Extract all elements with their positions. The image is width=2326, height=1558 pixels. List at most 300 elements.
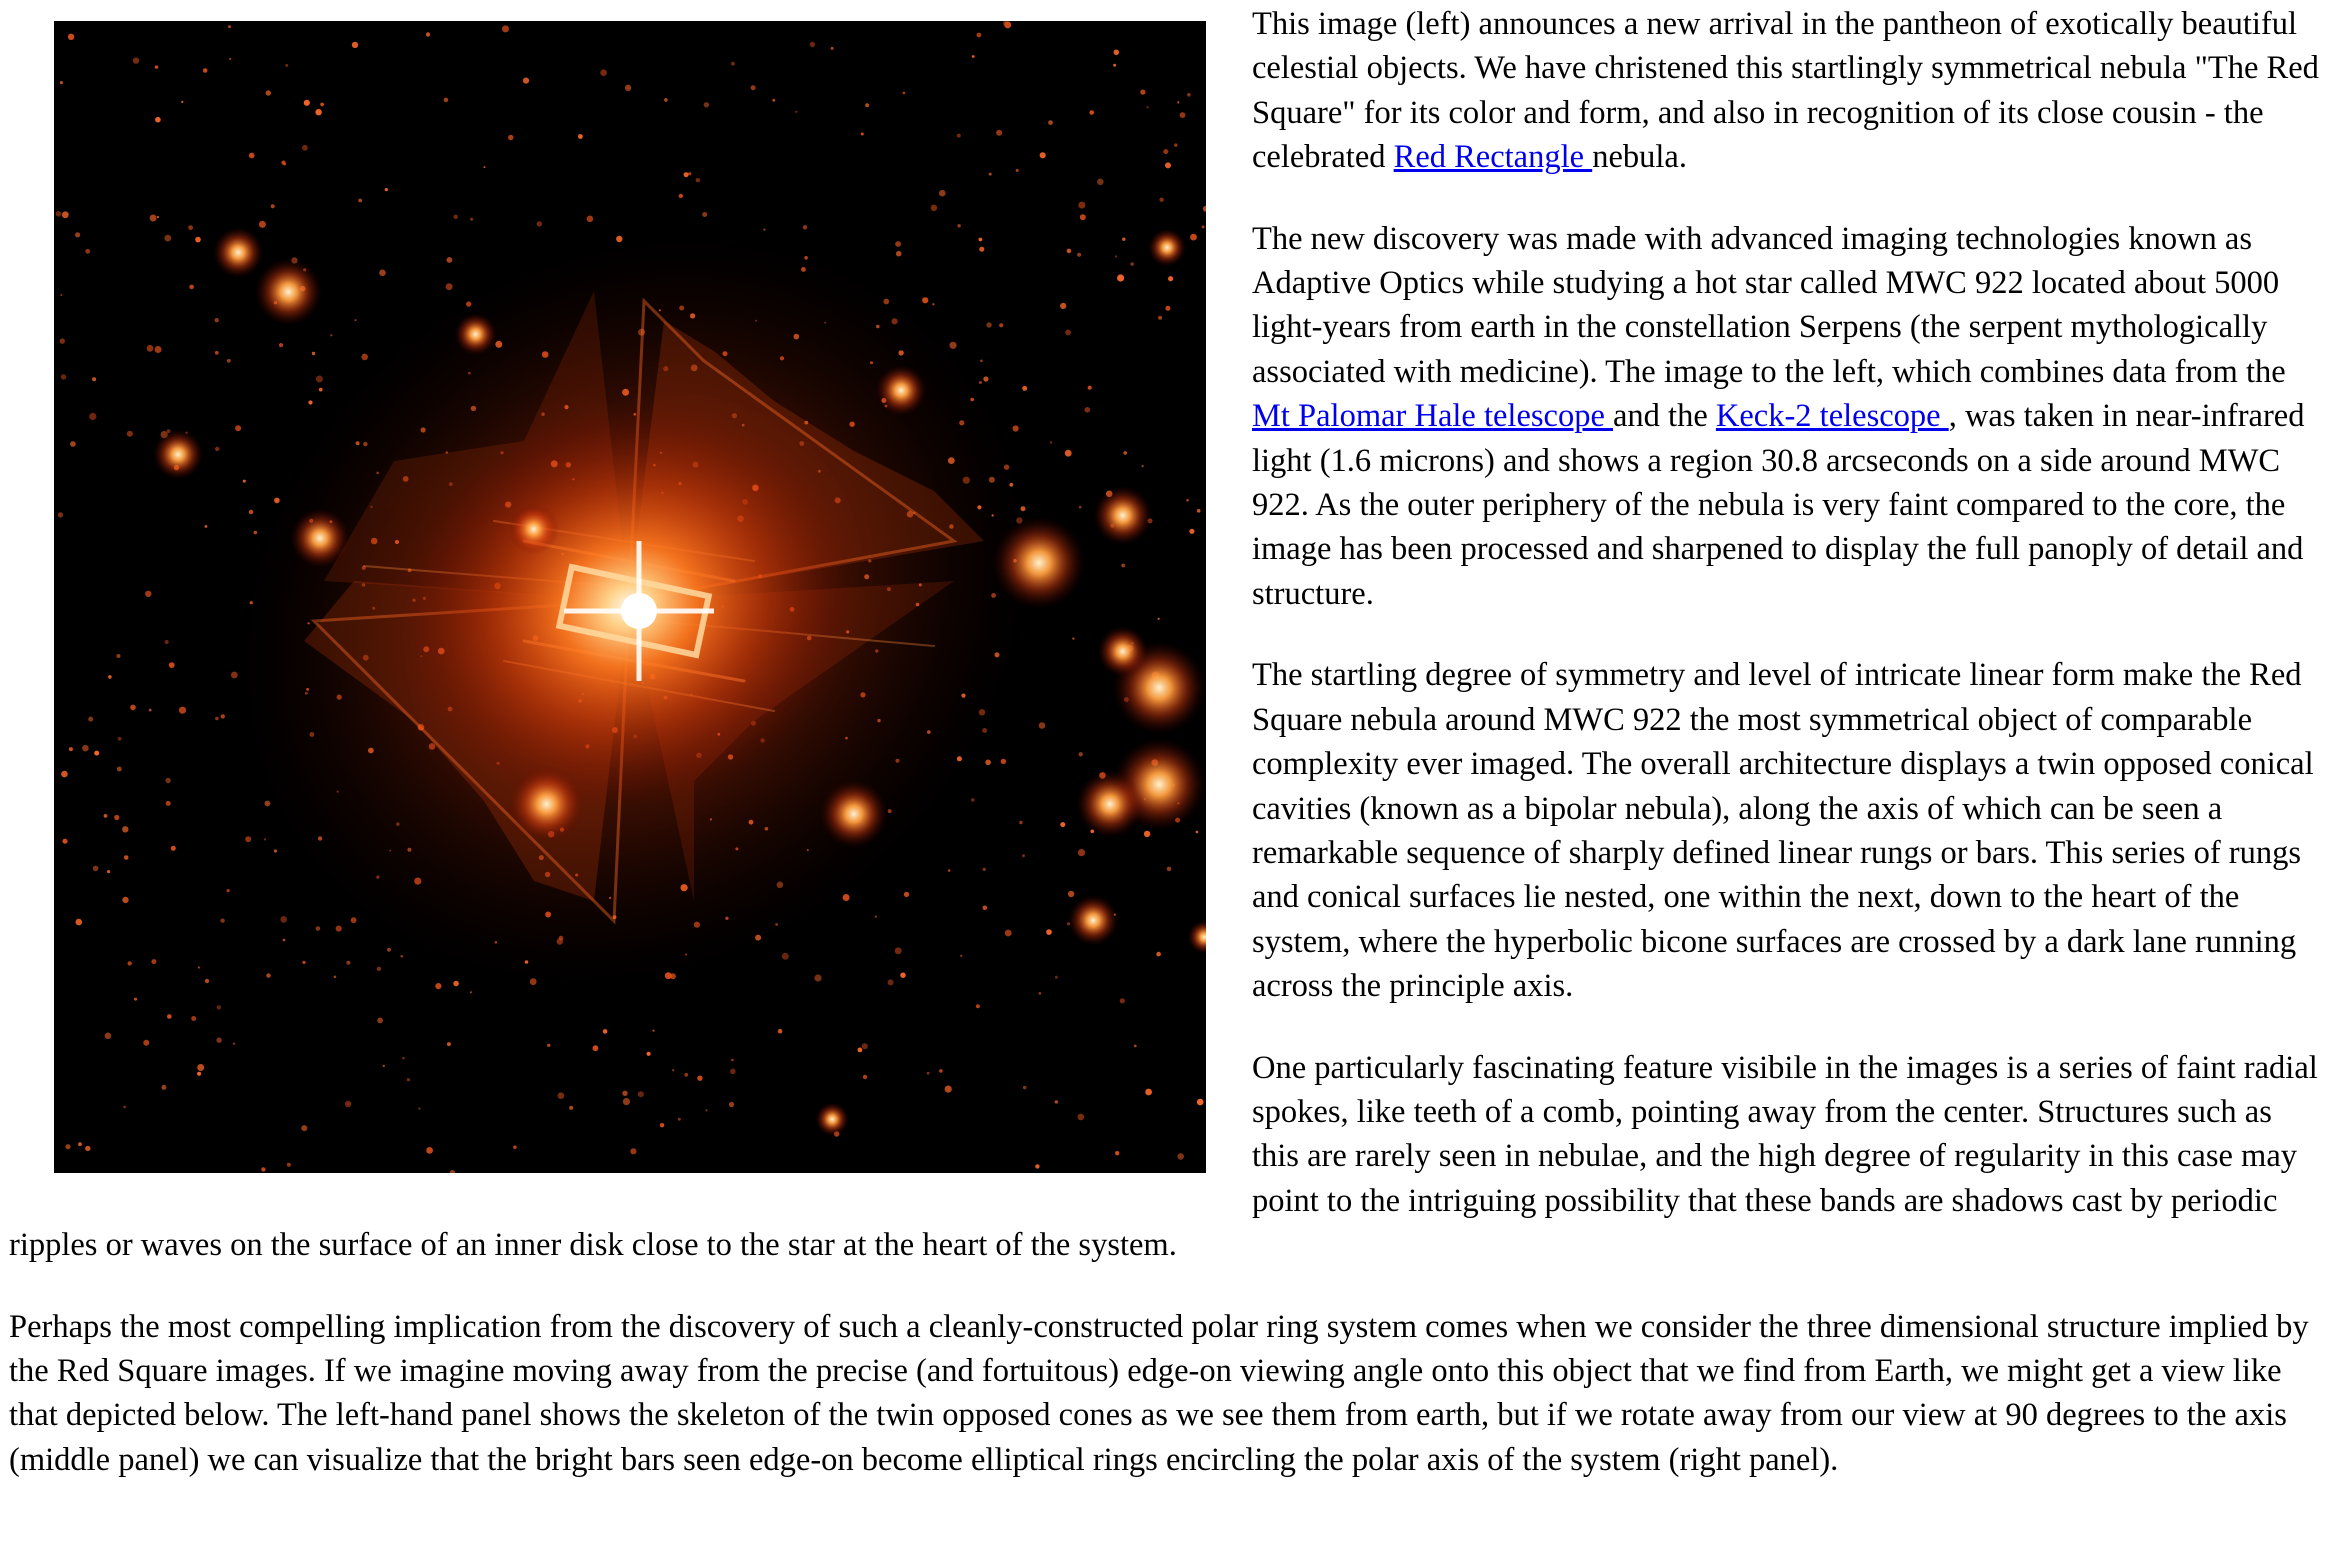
star <box>85 249 90 254</box>
star <box>1117 274 1124 281</box>
star <box>1080 214 1086 220</box>
star <box>75 232 80 237</box>
star <box>1035 1164 1039 1168</box>
star <box>143 1040 149 1046</box>
star <box>1040 152 1046 158</box>
star <box>593 1045 599 1051</box>
star <box>1060 822 1065 827</box>
star <box>810 42 815 47</box>
star <box>387 948 391 952</box>
star <box>523 78 529 84</box>
star <box>1145 1089 1152 1096</box>
star <box>1140 90 1145 95</box>
bright-star <box>820 780 887 847</box>
star <box>447 257 453 263</box>
bright-star <box>455 313 497 355</box>
star <box>127 431 133 437</box>
star <box>60 294 62 296</box>
star <box>863 1075 867 1079</box>
star <box>1134 1045 1137 1048</box>
star <box>454 215 458 219</box>
bright-star <box>213 227 263 277</box>
star <box>931 205 937 211</box>
star <box>249 510 253 514</box>
star <box>88 717 93 722</box>
star <box>283 939 286 942</box>
star <box>379 270 386 277</box>
star <box>896 251 902 257</box>
star <box>778 1029 783 1034</box>
star <box>996 130 1002 136</box>
bright-star <box>508 504 558 554</box>
star <box>1055 976 1058 979</box>
star <box>227 359 231 363</box>
star <box>831 47 834 50</box>
star <box>78 1142 82 1146</box>
star <box>361 354 368 361</box>
star <box>205 525 208 528</box>
star <box>603 1029 608 1034</box>
star <box>630 1148 636 1154</box>
discovery-text-end: , was taken in near-infrared light (1.6 microns) and shows a region 30.8 arcseconds on a side around MWC 922. As the outer periphery of the nebula is very faint compared to the core, the image has been processed and sharpened to display the full panoply of detail and structure. <box>1252 398 2305 612</box>
star <box>945 1086 952 1093</box>
star <box>1122 238 1125 241</box>
red-square-nebula-image <box>54 21 1206 1173</box>
star <box>155 65 158 68</box>
star <box>888 979 894 985</box>
star <box>254 531 258 535</box>
star <box>215 717 219 721</box>
star <box>107 870 110 873</box>
bright-star <box>876 365 926 415</box>
star <box>197 1064 204 1071</box>
star <box>245 836 251 842</box>
intro-text: This image (left) announces a new arrival in the pantheon of exotically beautiful celestial objects. We have christened this startlingly symmetrical nebula "The Red Square" for its color and form, and also in recognition of its close cousin - the celebrated <box>1252 6 2319 176</box>
star <box>235 425 241 431</box>
star <box>161 1085 166 1090</box>
star <box>304 100 310 106</box>
star <box>697 1076 702 1081</box>
star <box>957 224 960 227</box>
star <box>150 215 157 222</box>
star <box>858 1048 863 1053</box>
star <box>302 961 305 964</box>
star <box>696 178 700 182</box>
star <box>128 961 132 965</box>
star <box>1019 821 1022 824</box>
star <box>587 216 594 223</box>
star <box>195 237 201 243</box>
star <box>922 297 928 303</box>
star <box>89 413 96 420</box>
bright-star <box>509 766 585 842</box>
star <box>191 1016 196 1021</box>
star <box>1163 149 1168 154</box>
star <box>1022 854 1025 857</box>
star <box>1065 450 1072 457</box>
star <box>1158 618 1160 620</box>
star <box>285 64 288 67</box>
keck-2-telescope-link[interactable]: Keck-2 telescope <box>1715 398 1949 435</box>
star <box>345 1101 351 1107</box>
star <box>861 133 864 136</box>
intro-text-end: nebula. <box>1592 139 1687 176</box>
star <box>939 190 946 197</box>
star <box>782 953 789 960</box>
star <box>157 216 159 218</box>
star <box>271 204 275 208</box>
star <box>1180 112 1186 118</box>
star <box>895 947 902 954</box>
bright-star <box>1093 486 1152 545</box>
star <box>678 1118 681 1121</box>
star <box>814 974 821 981</box>
star <box>1004 21 1011 28</box>
star <box>1001 759 1006 764</box>
star <box>1146 106 1148 108</box>
star <box>1159 198 1163 202</box>
bright-star <box>815 1102 849 1136</box>
star <box>999 323 1003 327</box>
star <box>155 117 161 123</box>
star <box>1174 143 1177 146</box>
star <box>346 961 350 965</box>
star <box>124 855 129 860</box>
star <box>312 352 315 355</box>
star <box>1142 465 1144 467</box>
star <box>1089 110 1094 115</box>
star <box>85 1146 90 1151</box>
star <box>1165 162 1171 168</box>
star <box>280 916 287 923</box>
star <box>1050 441 1052 443</box>
star <box>1186 499 1189 502</box>
star <box>625 85 631 91</box>
star <box>62 211 69 218</box>
star <box>875 916 877 918</box>
star <box>927 1072 930 1075</box>
star <box>1114 50 1120 56</box>
star <box>803 225 807 229</box>
star <box>165 778 170 783</box>
star <box>261 1167 265 1171</box>
star <box>1078 849 1085 856</box>
red-rectangle-link[interactable]: Red Rectangle <box>1393 139 1593 176</box>
star <box>1060 303 1066 309</box>
star <box>435 983 441 989</box>
star <box>1048 120 1053 125</box>
star <box>130 705 136 711</box>
star <box>1190 234 1197 241</box>
star <box>1113 64 1116 67</box>
star <box>215 351 219 355</box>
star <box>117 767 122 772</box>
star <box>179 707 186 714</box>
star <box>61 374 66 379</box>
nebula-illustration <box>54 21 1206 1173</box>
star <box>558 1092 565 1099</box>
star <box>622 1091 627 1096</box>
star <box>279 343 283 347</box>
star <box>215 447 219 451</box>
star <box>983 906 988 911</box>
star <box>197 1072 201 1076</box>
star <box>652 1030 654 1032</box>
star <box>1016 169 1019 172</box>
star <box>960 955 962 957</box>
star <box>1177 101 1179 103</box>
star <box>383 1065 385 1067</box>
star <box>221 714 225 718</box>
star <box>76 919 83 926</box>
star <box>264 838 266 840</box>
star <box>118 737 122 741</box>
star <box>502 25 509 32</box>
star <box>1121 564 1125 568</box>
star <box>401 955 404 958</box>
star <box>319 388 323 392</box>
star <box>105 1033 112 1040</box>
star <box>660 1123 664 1127</box>
bright-star <box>1098 626 1148 676</box>
star <box>1039 722 1046 729</box>
star <box>1078 202 1085 209</box>
star <box>165 640 169 644</box>
star <box>513 1145 517 1149</box>
star <box>1115 255 1117 257</box>
star <box>108 675 112 679</box>
mt-palomar-hale-telescope-link[interactable]: Mt Palomar Hale telescope <box>1252 398 1613 435</box>
star <box>1005 930 1012 937</box>
star <box>1197 1099 1204 1106</box>
star <box>249 153 255 159</box>
star <box>1097 179 1104 186</box>
star <box>1065 330 1071 336</box>
star <box>976 1004 980 1008</box>
star <box>61 771 68 778</box>
article <box>9 0 2319 1519</box>
star <box>900 973 905 978</box>
star <box>58 512 63 517</box>
star <box>664 98 668 102</box>
star <box>377 967 381 971</box>
star <box>316 926 321 931</box>
bright-star <box>255 258 322 325</box>
star <box>82 745 89 752</box>
star <box>1078 1114 1085 1121</box>
star <box>1072 637 1074 639</box>
star <box>266 973 270 977</box>
bright-star <box>1076 770 1143 837</box>
star <box>336 926 342 932</box>
star <box>1067 249 1072 254</box>
star <box>65 1144 70 1149</box>
star <box>189 285 194 290</box>
star <box>62 839 67 844</box>
star <box>171 846 176 851</box>
star <box>1055 1100 1058 1103</box>
star <box>330 334 332 336</box>
star <box>1168 276 1173 281</box>
star <box>316 376 323 383</box>
star <box>1158 316 1162 320</box>
star <box>1144 831 1150 837</box>
star <box>688 172 691 175</box>
star <box>56 211 62 217</box>
star <box>217 1005 221 1009</box>
star <box>1068 891 1074 897</box>
star <box>684 172 689 177</box>
star <box>215 318 219 322</box>
star <box>865 103 869 107</box>
star <box>60 338 65 343</box>
star <box>287 1163 291 1167</box>
star <box>94 751 99 756</box>
star <box>731 62 735 66</box>
star <box>259 221 266 228</box>
star <box>895 241 901 247</box>
star <box>684 1073 688 1077</box>
star <box>181 101 183 103</box>
star <box>198 966 200 968</box>
star <box>302 145 308 151</box>
star <box>979 238 983 242</box>
star <box>1088 386 1092 390</box>
star <box>1023 1086 1027 1090</box>
star <box>1077 253 1081 257</box>
star <box>418 1107 420 1109</box>
star <box>763 229 765 231</box>
star <box>1085 407 1091 413</box>
star <box>1187 93 1191 97</box>
star <box>1156 952 1161 957</box>
star <box>155 346 162 353</box>
star <box>932 303 934 305</box>
star <box>705 1109 707 1111</box>
star <box>729 1102 734 1107</box>
star <box>1167 867 1172 872</box>
star <box>123 1106 126 1109</box>
star <box>1196 831 1199 834</box>
star <box>233 1043 235 1045</box>
star <box>122 826 128 832</box>
star <box>904 892 909 897</box>
star <box>164 235 171 242</box>
star <box>647 1052 651 1056</box>
star <box>569 1106 573 1110</box>
star <box>957 134 961 138</box>
star <box>470 991 472 993</box>
star <box>70 441 76 447</box>
star <box>1079 752 1083 756</box>
star <box>672 1069 674 1071</box>
star <box>426 32 430 36</box>
star <box>145 591 151 597</box>
star <box>402 1057 405 1060</box>
star <box>122 897 128 903</box>
star <box>334 976 337 979</box>
bright-star <box>993 517 1085 609</box>
star <box>977 33 982 38</box>
star <box>903 92 906 95</box>
star <box>377 1018 383 1024</box>
bright-star <box>1148 229 1186 267</box>
star <box>702 212 707 217</box>
star <box>133 57 139 63</box>
star <box>227 889 230 892</box>
star <box>352 42 358 48</box>
star <box>1189 529 1194 534</box>
star <box>188 225 193 230</box>
star <box>166 801 171 806</box>
star <box>444 98 449 103</box>
star <box>1130 262 1134 266</box>
paragraph-spokes: One particularly fascinating feature visibile in the images is a series of faint radial spokes, like teeth of a comb, pointing away from the center. Structures such as this are rarely seen in nebulae, and the high degree of regularity in this case may point to the intriguing possibility that these bands are shadows cast by periodic ripples or waves on the surface of an inner disk close to the star at the heart of the system. <box>9 1049 2318 1264</box>
star <box>216 1038 221 1043</box>
star <box>301 1125 307 1131</box>
star <box>117 654 121 658</box>
discovery-text-middle: and the <box>1613 398 1716 435</box>
star <box>1165 306 1170 311</box>
star <box>985 760 991 766</box>
star <box>104 814 108 818</box>
star <box>751 85 756 90</box>
star <box>358 199 362 203</box>
star <box>971 798 975 802</box>
star <box>537 221 542 226</box>
star <box>266 90 271 95</box>
star <box>320 103 324 107</box>
star <box>308 400 312 404</box>
star <box>69 747 73 751</box>
star <box>508 135 513 140</box>
star <box>114 815 119 820</box>
star <box>1177 1153 1184 1160</box>
star <box>862 1043 868 1049</box>
star <box>1022 386 1027 391</box>
star <box>731 1059 734 1062</box>
star <box>484 166 486 168</box>
star <box>979 247 984 252</box>
star <box>229 58 231 60</box>
star <box>600 69 607 76</box>
star <box>453 981 459 987</box>
star <box>169 662 175 668</box>
star <box>147 345 154 352</box>
star <box>772 99 775 102</box>
star <box>315 109 321 115</box>
star <box>446 283 453 290</box>
star <box>1039 992 1042 995</box>
star <box>274 849 277 852</box>
star <box>1123 451 1127 455</box>
star <box>638 1091 644 1097</box>
star <box>704 102 709 107</box>
star <box>220 918 224 922</box>
star <box>679 194 683 198</box>
star <box>60 81 63 84</box>
star <box>1046 929 1052 935</box>
star <box>205 979 209 983</box>
star <box>93 866 99 872</box>
star <box>167 1014 172 1019</box>
star <box>228 25 231 28</box>
star <box>1202 225 1205 228</box>
star <box>407 1078 410 1081</box>
star <box>355 319 357 321</box>
star <box>1115 1151 1119 1155</box>
star <box>470 218 473 221</box>
